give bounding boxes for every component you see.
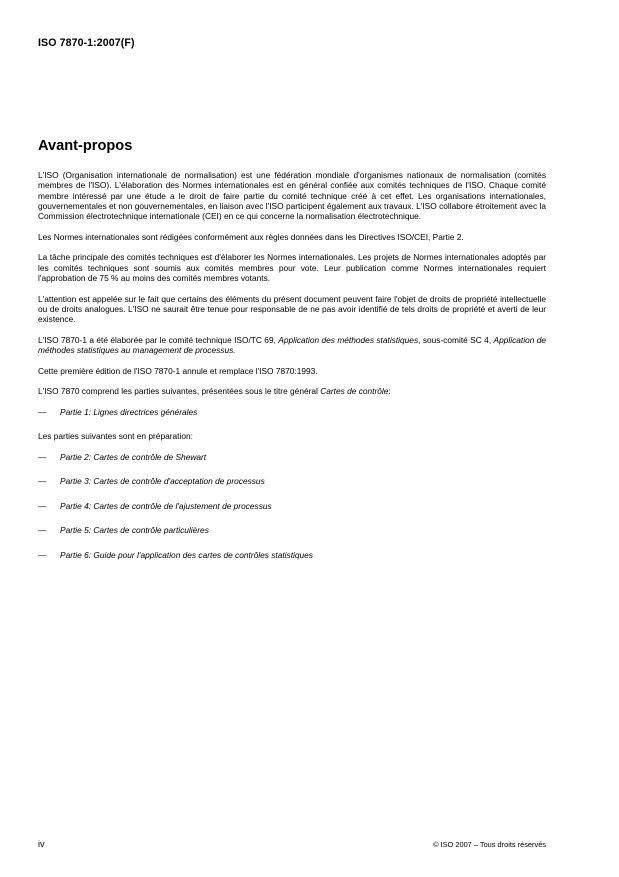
prepared-by-text: L'ISO 7870-1 a été élaborée par le comité technique ISO/TC 69, (38, 334, 279, 345)
page-title: Avant-propos (38, 138, 133, 154)
part-title: Partie 6: Guide pour l'application des cartes de contrôles statistiques (60, 549, 313, 560)
paragraph-iso-organisation: L'ISO (Organisation internationale de normalisation) est une fédération mondiale d'organismes nationaux de normalisation (comités membres de l'ISO). L'élaboration des Normes internationales est en général confiée aux comités techniques de l'ISO. Chaque comité membre intéressé par une étude a le droit de faire partie du comité technique créé à cet effet. Les organisations internationales, gouvernementales et non gouvernementales, en liaison avec l'ISO participent également aux travaux. L'ISO collabore étroitement avec la Commission électrotechnique internationale (CEI) en ce qui concerne la normalisation électrotechnique. (38, 170, 546, 222)
list-dash: — (38, 500, 47, 511)
document-id-header: ISO 7870-1:2007(F) (38, 37, 135, 49)
sc-title: Application de méthodes statistiques au management de processus. (38, 334, 547, 356)
part-title: Partie 5: Cartes de contrôle particulières (60, 525, 209, 536)
list-dash: — (38, 525, 47, 536)
list-item (38, 525, 546, 535)
list-item (38, 407, 546, 417)
part-title: Partie 3: Cartes de contrôle d'acceptation de processus (60, 476, 265, 487)
paragraph-technical-committees: La tâche principale des comités techniques est d'élaborer les Normes internationales. Les projets de Normes internationales adoptés par les comités techniques sont soumis aux comités membres pour vote. Leur publication comme Normes internationales requiert l'approbation de 75 % au moins des comités membres votants. (38, 252, 546, 283)
list-item (38, 550, 546, 560)
paragraph-in-preparation: Les parties suivantes sont en préparation: (38, 431, 193, 442)
list-item (38, 452, 546, 462)
paragraph-patent-rights: L'attention est appelée sur le fait que certains des éléments du présent document peuvent faire l'objet de droits de propriété intellectuelle ou de droits analogues. L'ISO ne saurait être tenue pour responsable de ne pas avoir identifié de tels droits de propriété et averti de leur existence. (38, 293, 546, 325)
paragraph-prepared-by (38, 335, 546, 356)
list-dash: — (38, 406, 47, 417)
copyright-notice: © ISO 2007 – Tous droits réservés (433, 840, 546, 849)
foreword-body (38, 170, 546, 574)
general-title: Cartes de contrôle (320, 386, 389, 397)
part-title: Partie 4: Cartes de contrôle de l'ajustement de processus (60, 500, 272, 511)
prepared-by-sc: , sous-comité SC 4, (418, 334, 494, 345)
list-item (38, 501, 546, 511)
paragraph-parts-intro (38, 386, 546, 396)
parts-intro-colon: : (388, 386, 391, 397)
list-dash: — (38, 451, 47, 462)
list-dash: — (38, 549, 47, 560)
list-item (38, 476, 546, 486)
paragraph-directives: Les Normes internationales sont rédigées conformément aux règles données dans les Directives ISO/CEI, Partie 2. (38, 231, 464, 242)
list-dash: — (38, 476, 47, 487)
tc-title: Application des méthodes statistiques (278, 334, 419, 345)
part-title: Partie 1: Lignes directrices générales (60, 406, 198, 417)
paragraph-edition: Cette première édition de l'ISO 7870-1 annule et remplace l'ISO 7870:1993. (38, 365, 318, 376)
part-title: Partie 2: Cartes de contrôle de Shewart (60, 451, 207, 462)
page-number: iv (38, 839, 45, 849)
parts-intro-text: L'ISO 7870 comprend les parties suivantes, présentées sous le titre général (38, 386, 321, 397)
